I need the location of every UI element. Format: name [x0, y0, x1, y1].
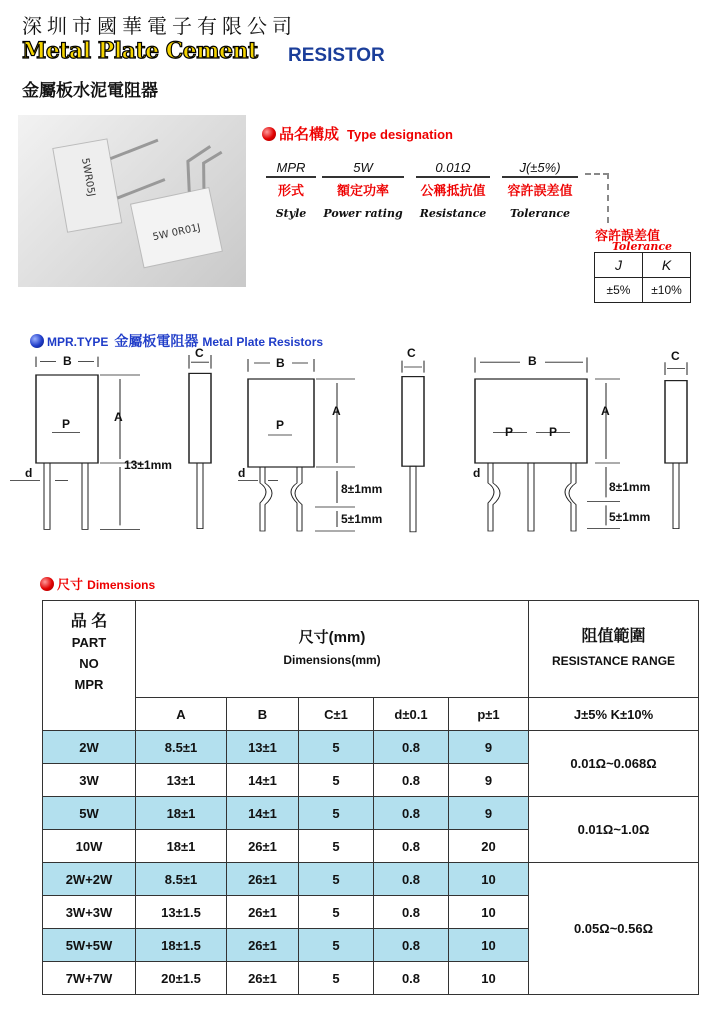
col-header: B: [227, 698, 299, 731]
cell-a: 18±1: [136, 830, 227, 863]
label-a: A: [114, 410, 123, 424]
field-zh: 容許誤差值: [507, 184, 573, 199]
cell-d: 0.8: [374, 797, 449, 830]
resistance-range: 0.01Ω~1.0Ω: [529, 797, 699, 863]
cell-d: 0.8: [374, 731, 449, 764]
cell-c: 5: [299, 731, 374, 764]
cell-b: 14±1: [227, 797, 299, 830]
cell-b: 26±1: [227, 929, 299, 962]
label-c: C: [671, 349, 680, 363]
cell-part: 2W+2W: [43, 863, 136, 896]
cell-d: 0.8: [374, 830, 449, 863]
field-value: 5W: [322, 160, 404, 178]
cell-a: 8.5±1: [136, 863, 227, 896]
field-value: 0.01Ω: [416, 160, 490, 178]
part-header-zh: 品 名: [70, 613, 108, 630]
cell-c: 5: [299, 896, 374, 929]
bullet-icon: [262, 127, 276, 141]
cell-c: 5: [299, 797, 374, 830]
cell-b: 14±1: [227, 764, 299, 797]
cell-p: 10: [449, 962, 529, 995]
product-photo: [18, 115, 246, 287]
label-d: d: [473, 466, 481, 480]
product-title-suffix: RESISTOR: [288, 45, 385, 66]
col-header: p±1: [449, 698, 529, 731]
label-lead-5: 5±1mm: [609, 510, 651, 524]
cell-c: 5: [299, 962, 374, 995]
range-header: [529, 601, 699, 698]
table-row: [43, 731, 699, 764]
cell-d: 0.8: [374, 896, 449, 929]
dimension-diagrams: [0, 345, 715, 535]
range-subheader: J±5% K±10%: [529, 698, 699, 731]
cell-part: 3W: [43, 764, 136, 797]
tolerance-value: ±10%: [643, 278, 691, 303]
label-a: A: [601, 404, 610, 418]
cell-part: 10W: [43, 830, 136, 863]
col-header: C±1: [299, 698, 374, 731]
cell-p: 10: [449, 929, 529, 962]
part-header-en: NO: [79, 656, 99, 671]
heading-zh: 金屬板電阻器: [114, 333, 199, 349]
label-b: B: [276, 356, 285, 370]
cell-part: 5W+5W: [43, 929, 136, 962]
heading-en: Metal Plate Resistors: [202, 335, 324, 349]
cell-c: 5: [299, 764, 374, 797]
photo-marking: 5W 0R01J: [151, 222, 202, 244]
range-header-en: RESISTANCE RANGE: [551, 654, 676, 668]
cell-p: 9: [449, 731, 529, 764]
label-c: C: [195, 346, 204, 360]
bullet-icon: [40, 577, 54, 591]
resistance-range: 0.01Ω~0.068Ω: [529, 731, 699, 797]
label-lead-8: 8±1mm: [609, 480, 651, 494]
field-en: Resistance: [419, 207, 487, 220]
label-c: C: [407, 346, 416, 360]
cell-part: 2W: [43, 731, 136, 764]
heading-code: MPR.TYPE: [47, 335, 109, 349]
company-name: 深圳市國華電子有限公司: [22, 14, 297, 38]
tolerance-code: K: [643, 253, 691, 278]
field-zh: 形式: [277, 184, 304, 199]
cell-p: 9: [449, 797, 529, 830]
label-p: P: [62, 417, 71, 431]
label-lead-8: 8±1mm: [341, 482, 383, 496]
tolerance-code: J: [595, 253, 643, 278]
cell-c: 5: [299, 863, 374, 896]
cell-b: 26±1: [227, 863, 299, 896]
field-en: Tolerance: [509, 207, 571, 220]
table-row: [43, 797, 699, 830]
cell-a: 20±1.5: [136, 962, 227, 995]
diagram-single-straight: [10, 346, 211, 529]
diagram-single-kinked: [238, 346, 424, 532]
field-zh: 額定功率: [336, 184, 389, 199]
field-en: Style: [275, 207, 307, 220]
label-b: B: [63, 354, 72, 368]
cell-part: 5W: [43, 797, 136, 830]
product-title: Metal Plate Cement: [22, 38, 258, 64]
field-en: Power rating: [323, 207, 403, 220]
label-a: A: [332, 404, 341, 418]
cell-a: 13±1.5: [136, 896, 227, 929]
dimensions-header-zh: 尺寸(mm): [298, 629, 366, 646]
cell-p: 9: [449, 764, 529, 797]
label-lead-5: 5±1mm: [341, 512, 383, 526]
cell-p: 20: [449, 830, 529, 863]
tolerance-label-en: Tolerance: [612, 240, 673, 253]
tolerance-value: ±5%: [595, 278, 643, 303]
cell-a: 18±1.5: [136, 929, 227, 962]
range-header-zh: 阻值範圍: [581, 628, 646, 645]
cell-part: 3W+3W: [43, 896, 136, 929]
field-power: [322, 160, 404, 220]
table-row: [43, 863, 699, 896]
heading-en: Dimensions: [87, 578, 156, 592]
cell-b: 13±1: [227, 731, 299, 764]
label-d: d: [238, 466, 246, 480]
col-header: d±0.1: [374, 698, 449, 731]
type-designation-heading: [262, 123, 453, 144]
dimensions-heading: [40, 574, 155, 593]
label-b: B: [528, 354, 537, 368]
cell-d: 0.8: [374, 764, 449, 797]
cell-p: 10: [449, 863, 529, 896]
part-header-en: MPR: [74, 677, 104, 692]
dimensions-table: [42, 600, 699, 995]
part-header-en: PART: [71, 635, 107, 650]
photo-marking: 5WR05J: [79, 157, 97, 198]
cell-b: 26±1: [227, 962, 299, 995]
label-p: P: [505, 425, 514, 439]
cell-d: 0.8: [374, 962, 449, 995]
heading-en: Type designation: [347, 127, 453, 142]
cell-p: 10: [449, 896, 529, 929]
cell-part: 7W+7W: [43, 962, 136, 995]
field-tolerance: [502, 160, 578, 220]
cell-c: 5: [299, 929, 374, 962]
field-style: [266, 160, 316, 220]
field-value: J(±5%): [502, 160, 578, 178]
cell-b: 26±1: [227, 830, 299, 863]
label-p: P: [549, 425, 558, 439]
product-subtitle: 金屬板水泥電阻器: [22, 81, 158, 101]
dimensions-header: [136, 601, 529, 698]
diagram-dual-kinked: [473, 349, 687, 531]
field-value: MPR: [266, 160, 316, 178]
label-lead-length: 13±1mm: [124, 458, 172, 472]
resistance-range: 0.05Ω~0.56Ω: [529, 863, 699, 995]
tolerance-label-zh: 容許誤差值: [595, 229, 661, 244]
cell-d: 0.8: [374, 929, 449, 962]
label-d: d: [25, 466, 33, 480]
dimensions-header-en: Dimensions(mm): [283, 653, 381, 667]
label-p: P: [276, 418, 285, 432]
col-header: A: [136, 698, 227, 731]
cell-c: 5: [299, 830, 374, 863]
cell-d: 0.8: [374, 863, 449, 896]
cell-a: 13±1: [136, 764, 227, 797]
dashed-connector: [585, 173, 609, 223]
cell-b: 26±1: [227, 896, 299, 929]
cell-a: 8.5±1: [136, 731, 227, 764]
resistor-photo-drawing: [18, 115, 246, 287]
tolerance-table: [594, 252, 691, 303]
field-resistance: [416, 160, 490, 220]
field-zh: 公稱抵抗值: [420, 184, 486, 199]
heading-zh: 尺寸: [57, 578, 84, 593]
cell-a: 18±1: [136, 797, 227, 830]
heading-zh: 品名構成: [279, 125, 340, 143]
part-header: [43, 601, 136, 731]
